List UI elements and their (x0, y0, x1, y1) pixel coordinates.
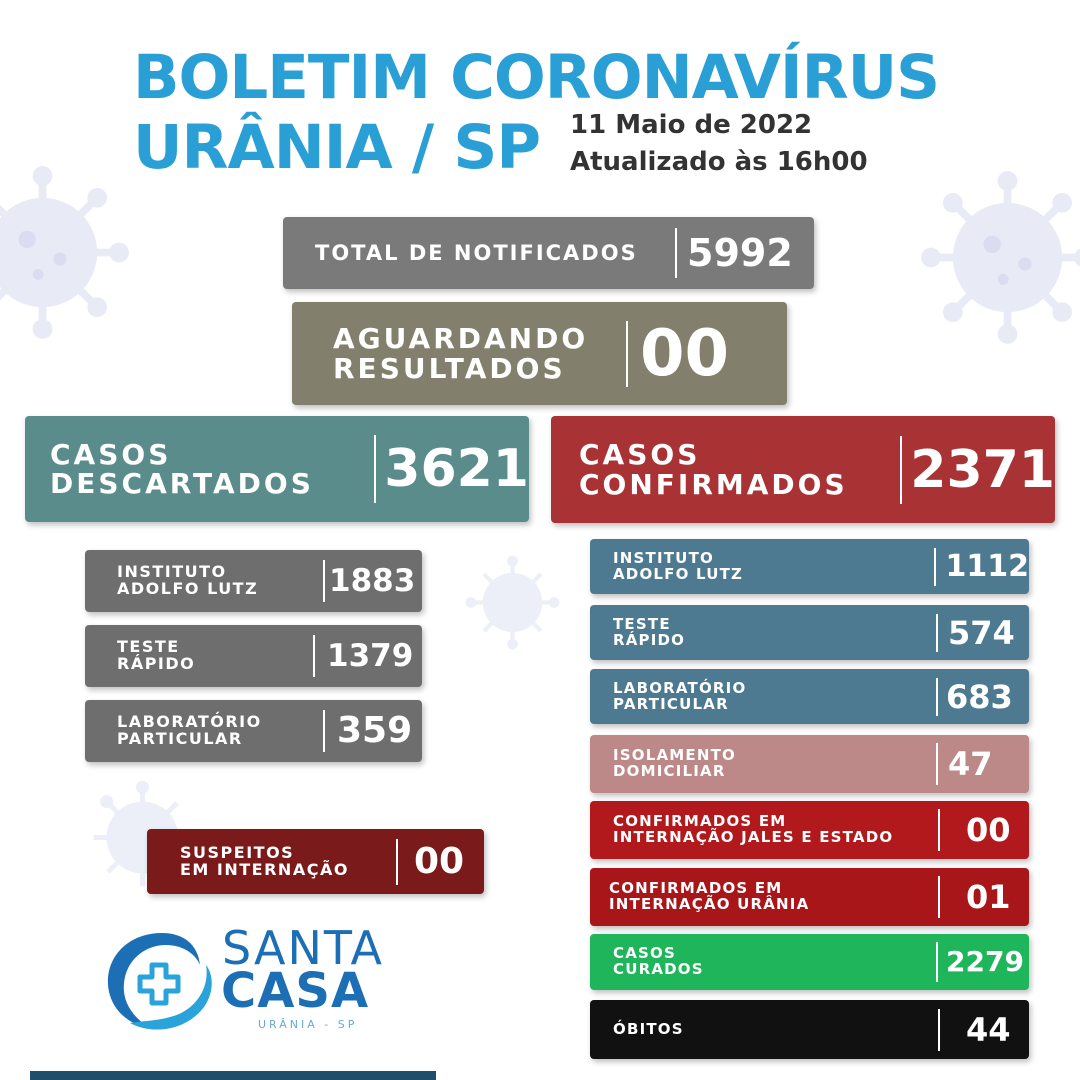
row-label-1: CONFIRMADOS EM (613, 812, 787, 831)
row-label-1: ÓBITOS (613, 1019, 684, 1038)
row-label-2: INTERNAÇÃO URÂNIA (609, 895, 810, 913)
row-value: 01 (966, 878, 1011, 916)
row-label-2: INTERNAÇÃO JALES E ESTADO (613, 828, 894, 846)
row-label-1: ISOLAMENTO (613, 746, 737, 765)
row-label-1: LABORATÓRIO (117, 712, 262, 732)
row-value: 00 (414, 840, 465, 882)
santa-casa-logo-icon (100, 925, 225, 1035)
page-title: BOLETIM CORONAVÍRUS (133, 42, 940, 113)
updated-time: Atualizado às 16h00 (570, 147, 868, 177)
confirmed-cases-box (551, 416, 1055, 523)
row-value: 359 (337, 710, 413, 751)
separator (936, 678, 938, 716)
separator (938, 876, 940, 918)
row-value: 2279 (946, 945, 1024, 978)
suspects-hospitalized-box (147, 829, 484, 894)
separator (938, 1009, 940, 1051)
row-label-2: PARTICULAR (117, 729, 243, 748)
row-value: 683 (946, 677, 1013, 716)
row-value: 1883 (329, 562, 416, 599)
row-value: 47 (948, 745, 993, 783)
confirmed-cases-label-1: CASOS (579, 438, 701, 472)
bottom-bar (30, 1071, 436, 1080)
row-value: 574 (948, 613, 1015, 652)
discarded-adolfo-lutz (85, 550, 422, 612)
confirmed-adolfo-lutz (590, 539, 1029, 594)
confirmed-cases-value: 2371 (910, 439, 1055, 500)
row-label-2: ADOLFO LUTZ (613, 564, 744, 583)
recovered-cases (590, 934, 1029, 990)
row-label-1: INSTITUTO (613, 548, 714, 567)
separator (313, 635, 315, 677)
row-label-1: CONFIRMADOS EM (609, 879, 783, 898)
row-label-1: INSTITUTO (117, 562, 227, 582)
separator (626, 321, 628, 387)
discarded-rapid-test (85, 625, 422, 687)
page-subtitle-city: URÂNIA / SP (133, 112, 541, 183)
row-label-1: TESTE (117, 637, 180, 657)
total-notified-label: TOTAL DE NOTIFICADOS (315, 240, 638, 265)
total-notified-value: 5992 (687, 231, 793, 275)
separator (396, 839, 398, 885)
discarded-cases-label-2: DESCARTADOS (50, 467, 314, 500)
row-label-2: DOMICILIAR (613, 762, 726, 780)
confirmed-private-lab (590, 669, 1029, 724)
row-value: 00 (966, 811, 1011, 849)
logo-text-casa: CASA (221, 963, 370, 1019)
confirmed-hospitalized-jales (590, 801, 1029, 859)
waiting-results-label-1: AGUARDANDO (333, 322, 589, 356)
waiting-results-value: 00 (640, 316, 730, 391)
discarded-private-lab (85, 700, 422, 762)
logo-text-city: URÂNIA - SP (258, 1018, 358, 1031)
report-date: 11 Maio de 2022 (570, 110, 813, 140)
row-label-2: CURADOS (613, 960, 704, 978)
row-label-2: EM INTERNAÇÃO (180, 859, 349, 879)
row-label-2: ADOLFO LUTZ (117, 579, 259, 598)
separator (938, 809, 940, 851)
row-value: 44 (966, 1010, 1011, 1049)
separator (936, 743, 938, 785)
deaths (590, 1000, 1029, 1059)
total-notified-box (283, 217, 814, 289)
waiting-results-box (292, 302, 787, 405)
logo-text-santa: SANTA (222, 921, 384, 975)
separator (374, 435, 376, 503)
virus-icon (920, 170, 1080, 345)
discarded-cases-box (25, 416, 529, 522)
confirmed-rapid-test (590, 605, 1029, 660)
row-label-1: LABORATÓRIO (613, 678, 747, 697)
separator (323, 560, 325, 602)
row-value: 1379 (327, 637, 414, 674)
row-label-1: SUSPEITOS (180, 842, 295, 862)
row-label-2: PARTICULAR (613, 694, 729, 713)
row-label-1: CASOS (613, 944, 676, 963)
separator (934, 548, 936, 586)
waiting-results-label-2: RESULTADOS (333, 351, 566, 385)
separator (675, 228, 677, 278)
separator (936, 614, 938, 652)
separator (900, 436, 902, 504)
row-value: 1112 (945, 548, 1029, 584)
confirmed-cases-label-2: CONFIRMADOS (579, 467, 848, 501)
separator (323, 710, 325, 752)
row-label-1: TESTE (613, 614, 671, 633)
confirmed-hospitalized-urania (590, 868, 1029, 926)
virus-icon (0, 165, 130, 340)
confirmed-home-isolation (590, 735, 1029, 793)
discarded-cases-value: 3621 (384, 439, 529, 499)
row-label-2: RÁPIDO (117, 654, 196, 673)
discarded-cases-label-1: CASOS (50, 437, 172, 471)
separator (936, 942, 938, 982)
virus-icon (465, 555, 560, 650)
row-label-2: RÁPIDO (613, 630, 686, 649)
